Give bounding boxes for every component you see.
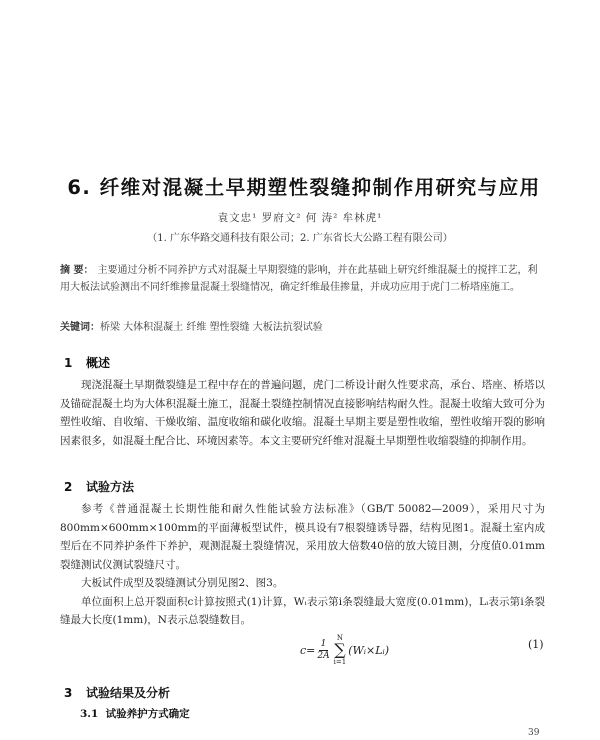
paragraph: 大板试件成型及裂缝测试分别见图2、图3。 <box>81 577 284 589</box>
keywords-label: 关键词： <box>60 322 100 333</box>
section-heading-3 <box>64 684 170 701</box>
sum-lower: i=1 <box>333 658 347 666</box>
subsection-heading-3-1 <box>80 706 190 721</box>
page-number: 39 <box>528 728 540 738</box>
abstract <box>60 262 544 296</box>
section-title: 试验方法 <box>86 480 135 494</box>
summation <box>334 634 347 666</box>
author-list: 袁文忠¹ 罗府文² 何 涛² 牟林虎¹ <box>217 212 383 224</box>
paper-title: 6. 纤维对混凝土早期塑性裂缝抑制作用研究与应用 <box>67 176 541 199</box>
keywords-text: 桥梁 大体积混凝土 纤维 塑性裂缝 大板法抗裂试验 <box>100 322 323 333</box>
fraction-numerator: 1 <box>320 638 327 649</box>
abstract-text: 主要通过分析不同养护方式对混凝土早期裂缝的影响，并在此基础上研究纤维混凝土的搅拌工艺，利用大板法试验测出不同纤维掺量混凝土裂缝情况，确定纤维最佳掺量，并成功应用于虎门二桥塔座施工。 <box>60 265 538 293</box>
paragraph: 参考《普通混凝土长期性能和耐久性能试验方法标准》（GB/T 50082—2009），采用尺寸为800mm×600mm×100mm的平面薄板型试件，模具设有7根裂缝诱导器，结构见图1。混凝土室内成型后在不同养护条件下养护，观测混凝土裂缝情况，采用放大倍数40倍的放大镜目测，分度值0.01mm裂缝测试仪测试裂缝尺寸。 <box>60 503 545 571</box>
section-2-body <box>60 500 545 630</box>
section-title: 概述 <box>86 356 111 370</box>
abstract-label: 摘 要： <box>60 265 94 276</box>
equation-body: (Wᵢ×Lᵢ) <box>348 643 390 657</box>
subsection-number: 3.1 <box>80 708 99 720</box>
sum-upper: N <box>336 634 343 642</box>
paragraph: 现浇混凝土早期微裂缝是工程中存在的普遍问题，虎门二桥设计耐久性要求高，承台、塔座、桥塔以及锚碇混凝土均为大体积混凝土施工，混凝土裂缝控制情况直接影响结构耐久性。混凝土收缩大致可分为塑性收缩、自收缩、干燥收缩、温度收缩和碳化收缩。混凝土早期主要是塑性收缩，塑性收缩开裂的影响因素很多，如混凝土配合比、环境因素等。本文主要研究纤维对混凝土早期塑性收缩裂缝的抑制作用。 <box>60 379 545 447</box>
section-heading-2 <box>64 478 134 495</box>
section-number: 2 <box>64 480 73 494</box>
section-1-body <box>60 376 545 450</box>
sigma-symbol: ∑ <box>334 640 346 659</box>
section-number: 3 <box>64 686 73 700</box>
section-number: 1 <box>64 356 73 370</box>
equation-lhs: c= <box>300 643 316 657</box>
section-heading-1 <box>64 354 110 371</box>
section-title: 试验结果及分析 <box>86 686 171 700</box>
paragraph: 单位面积上总开裂面积c计算按照式(1)计算，Wᵢ表示第i条裂缝最大宽度(0.01mm)，Lᵢ表示第i条裂缝最大长度(1mm)，N表示总裂缝数目。 <box>60 595 545 626</box>
equation-fraction <box>317 639 329 662</box>
affiliation: （1. 广东华路交通科技有限公司；2. 广东省长大公路工程有限公司） <box>147 233 453 244</box>
equation-number: (1) <box>528 638 544 651</box>
keywords <box>60 318 544 333</box>
fraction-denominator: 2A <box>317 650 330 661</box>
equation-1 <box>300 634 389 666</box>
subsection-title: 试验养护方式确定 <box>105 708 190 720</box>
